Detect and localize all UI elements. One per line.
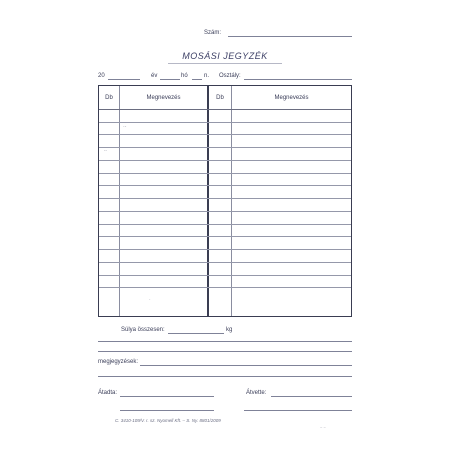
total-weight-label: Súlya összesen:	[121, 327, 165, 333]
column-header-description: Megnevezés	[146, 95, 181, 101]
printer-imprint: C. 3410-109/V. r. sz. Nyomell Kft. – S. Ny. 8801/2009	[115, 418, 221, 423]
center-divider	[207, 86, 209, 316]
ink-speck: ~ ~	[320, 425, 326, 430]
day-field[interactable]	[192, 79, 202, 80]
table-row[interactable]	[99, 249, 351, 250]
handed-over-field[interactable]	[120, 396, 214, 397]
received-field[interactable]	[271, 396, 352, 397]
year-prefix: 20	[98, 73, 105, 79]
month-field[interactable]	[160, 79, 180, 80]
received-label: Átvette:	[246, 390, 267, 396]
remarks-label: megjegyzések:	[98, 359, 139, 365]
form-line[interactable]	[98, 341, 352, 342]
number-field[interactable]	[228, 36, 352, 37]
table-row[interactable]	[99, 198, 351, 199]
year-label: év	[151, 73, 158, 79]
total-weight-field[interactable]	[168, 333, 224, 334]
table-row[interactable]	[99, 236, 351, 237]
items-table	[98, 85, 352, 317]
month-label: hó	[181, 73, 188, 79]
form-title: MOSÁSI JEGYZÉK	[182, 51, 268, 61]
table-row[interactable]	[99, 224, 351, 225]
form-line[interactable]	[98, 376, 352, 377]
ink-speck: ·-	[123, 124, 127, 130]
department-field[interactable]	[244, 79, 352, 80]
form-line[interactable]	[120, 410, 214, 411]
day-label: n.	[204, 73, 210, 79]
table-row[interactable]	[99, 160, 351, 161]
table-row[interactable]	[99, 185, 351, 186]
column-header-qty: Db	[105, 95, 113, 101]
handed-over-label: Átadta:	[98, 390, 118, 396]
table-row[interactable]	[99, 173, 351, 174]
weight-unit: kg	[226, 327, 233, 333]
column-header-qty: Db	[216, 95, 224, 101]
table-row[interactable]	[99, 134, 351, 135]
table-row[interactable]	[99, 122, 351, 123]
table-row[interactable]	[99, 262, 351, 263]
column-divider	[119, 86, 120, 316]
column-header-description: Megnevezés	[274, 95, 309, 101]
column-divider	[231, 86, 232, 316]
table-row[interactable]	[99, 147, 351, 148]
number-label: Szám:	[204, 30, 222, 36]
form-line[interactable]	[244, 410, 352, 411]
ink-speck: -·	[104, 148, 108, 154]
remarks-field[interactable]	[140, 365, 352, 366]
department-label: Osztály:	[219, 73, 241, 79]
table-row[interactable]	[99, 211, 351, 212]
table-row[interactable]	[99, 275, 351, 276]
year-field[interactable]	[108, 79, 140, 80]
form-line[interactable]	[98, 351, 352, 352]
ink-speck: ·	[149, 297, 151, 303]
title-underline	[168, 63, 282, 64]
table-row[interactable]	[99, 287, 351, 288]
table-header-divider	[99, 109, 351, 110]
